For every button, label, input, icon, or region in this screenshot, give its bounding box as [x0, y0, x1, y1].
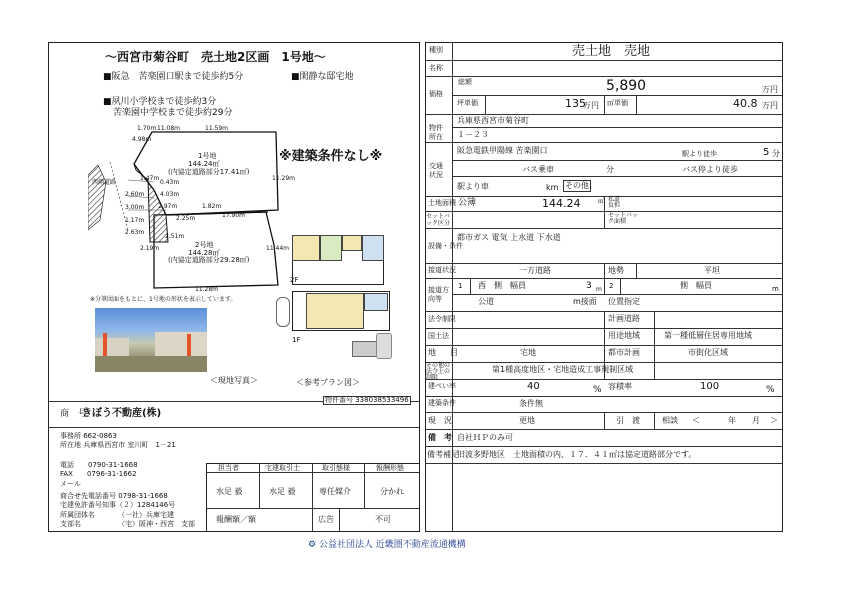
- floor-plan: [276, 233, 396, 373]
- cond-label: 建築条件: [428, 399, 456, 407]
- frontage-dir2: 側 幅員: [680, 281, 712, 290]
- sqm-price-unit: 万円: [762, 101, 778, 110]
- tsubo-price-unit: 万円: [583, 101, 599, 110]
- staff-broker: 水足 毅: [269, 487, 296, 496]
- traffic-line: 阪急電鉄甲陽線 苦楽園口: [457, 146, 548, 155]
- plot-2-note: (内協定道路部分29.28㎡): [168, 256, 250, 264]
- dim-label: 1.70m: [137, 125, 157, 132]
- position-label: 位置指定: [608, 297, 640, 306]
- dim-label: 2.60m: [125, 191, 145, 198]
- dim-label: 11.08m: [157, 125, 181, 132]
- name-label: 名称: [429, 64, 443, 72]
- plot-2-label: 2号地: [195, 241, 214, 249]
- remarks2-value: 旧波多野地区 土地面積の内、１７．４１㎡は協定道路部分です。: [457, 450, 697, 459]
- plan-1f-label: 1F: [292, 336, 301, 344]
- company-address: 所在地 兵庫県西宮市 室川町 1－21: [60, 441, 176, 449]
- company-tel: 電話 0790-31-1668: [60, 461, 138, 469]
- road-label: 西側道路: [92, 179, 117, 186]
- frontage-no1: 1: [458, 282, 463, 290]
- frontage-contact: m接面: [573, 297, 597, 306]
- plot-2-area: 144.28㎡: [188, 249, 220, 257]
- dim-label: 4.03m: [160, 191, 180, 198]
- frontage-label: 接道方向等: [428, 286, 449, 303]
- dim-label: 3.00m: [125, 204, 145, 211]
- company-name-label: 商 号: [60, 409, 88, 419]
- tsubo-price-label: 坪単価: [457, 99, 478, 107]
- terrain-label: 地勢: [608, 266, 624, 275]
- frontage-dir1: 西 側 幅員: [478, 281, 526, 290]
- dim-label: 4.98m: [132, 136, 152, 143]
- company-license: 宅建免許番号知事（２）1284146号: [60, 501, 176, 509]
- dim-label: 2.51m: [165, 233, 185, 240]
- dim-label: 11.28m: [195, 286, 219, 293]
- staff-agent: 水足 毅: [216, 487, 243, 496]
- walk-minutes: 5: [763, 147, 770, 158]
- busstop-label: バス停より徒歩: [682, 165, 738, 174]
- price-label: 価格: [429, 90, 443, 98]
- footer-org: [308, 541, 466, 550]
- registration-number: 物件番号 338038533496: [325, 396, 409, 404]
- bus-label: バス乗車: [522, 165, 554, 174]
- dim-label: 11.44m: [266, 245, 290, 252]
- private-road-label: 私道負担: [608, 196, 621, 209]
- staff-header-type: 取引態様: [322, 464, 350, 472]
- road-status-label: 接道状況: [428, 266, 456, 274]
- company-fax: FAX 0796-31-1662: [60, 470, 137, 478]
- plot-1-note: (内協定道路部分17.41㎡): [168, 168, 250, 176]
- land-area-label: 土地面積: [428, 199, 456, 207]
- handover-month: 月: [752, 416, 760, 425]
- site-photo: [95, 308, 207, 372]
- staff-fee: 分かれ: [380, 487, 404, 496]
- car-unit: km: [546, 183, 559, 192]
- cond-value: 条件無: [519, 399, 543, 408]
- kind-value: 売土地 売地: [572, 44, 651, 59]
- chimoku-label: 地目: [428, 348, 472, 357]
- dim-label: 1.82m: [202, 203, 222, 210]
- terrain-value: 平坦: [704, 266, 720, 275]
- handover-close: ＞: [770, 416, 778, 425]
- coverage-label: 建ぺい率: [428, 382, 456, 390]
- road-west-hatch: [88, 165, 106, 230]
- setback-area-label: セットバック面積: [608, 212, 638, 225]
- ad-label: 広告: [318, 515, 334, 524]
- dim-label: 17.90m: [222, 212, 246, 219]
- coverage-pct: %: [593, 385, 602, 395]
- walk-label: 駅より徒歩: [682, 150, 717, 158]
- staff-type: 専任媒介: [319, 487, 351, 496]
- status-value: 更地: [519, 416, 535, 425]
- zoning-label: 用途地域: [608, 331, 640, 340]
- chimoku-value: 宅地: [520, 348, 536, 357]
- plot-1-label: 1号地: [198, 152, 217, 160]
- branch-label: 支部名: [60, 520, 81, 528]
- plot-1-area: 144.24㎡: [188, 160, 220, 168]
- photo-caption: ＜現地写真＞: [210, 376, 258, 385]
- other-law-value: 第1種高度地区・宅地造成工事規制区域: [492, 365, 634, 374]
- status-label: 現況: [428, 416, 460, 425]
- far-value: 100: [700, 381, 720, 392]
- site-map: [88, 120, 288, 300]
- ad-value: 不可: [375, 515, 391, 524]
- dim-label: 2.19m: [140, 245, 160, 252]
- kind-label: 種別: [429, 46, 443, 54]
- dim-label: 2.25m: [176, 215, 196, 222]
- map-note: ※分筆図面をもとに、1号地の形状を表示しています。: [90, 296, 237, 303]
- national-land-label: 国土法: [428, 332, 449, 340]
- traffic-label: 交通状況: [429, 162, 443, 179]
- remarks2-label: 備考補足: [427, 450, 459, 459]
- assoc-name: （一社）兵庫宅建: [118, 511, 174, 519]
- company-phone2: 商合せ先電話番号 0798-31-1668: [60, 492, 168, 500]
- frontage-width1: 3: [586, 281, 592, 291]
- dim-label: 2.63m: [125, 229, 145, 236]
- car-label: 駅より車: [457, 182, 489, 191]
- tsubo-price: 135: [565, 97, 586, 110]
- org-logo-icon: ⚙: [308, 540, 319, 550]
- plan-2f-label: 2F: [290, 276, 299, 284]
- page-title: 〜西宮市菊谷町 売土地2区画 1号地〜: [105, 50, 326, 64]
- utilities-value: 都市ガス 電気 上水道 下水道: [457, 233, 561, 242]
- road-status: 一方道路: [519, 266, 551, 275]
- handover-value: 相談: [662, 416, 678, 425]
- cityzone-label: 都市計画: [608, 348, 640, 357]
- remarks-label: 備考: [428, 433, 460, 442]
- feature-school2: 苦楽園中学校まで徒歩約29分: [113, 108, 233, 118]
- no-building-condition: ※建築条件なし※: [279, 149, 383, 164]
- assoc-label: 所属団体名: [60, 511, 95, 519]
- fee-amount-label: 報酬額／額: [216, 515, 256, 524]
- feature-station: ■阪急 苦楽園口駅まで徒歩約5分: [103, 72, 244, 82]
- staff-header-broker: 宅建取引士: [265, 464, 300, 472]
- land-area-type: 公簿: [458, 198, 477, 208]
- location-label: 物件所在: [429, 124, 443, 141]
- other-label: その他: [565, 181, 589, 190]
- feature-school1: ■夙川小学校まで徒歩約3分: [103, 97, 217, 107]
- handover-open: ＜: [692, 416, 700, 425]
- feature-quiet: ■閑静な邸宅地: [291, 72, 354, 82]
- land-area-unit: ㎡: [598, 198, 605, 205]
- frontage-unit1: m: [596, 286, 602, 293]
- location-line1: 兵庫県西宮市菊谷町: [457, 116, 529, 125]
- branch-name: （宅）阪神・西宮 支部: [118, 520, 195, 528]
- staff-header-agent: 担当者: [218, 464, 239, 472]
- dim-label: 11.59m: [205, 125, 229, 132]
- handover-label: 引渡: [616, 416, 648, 425]
- dim-label: 1.47m: [140, 175, 160, 182]
- company-mail: メール: [60, 480, 81, 488]
- sqm-price-label: ㎡単価: [607, 99, 628, 107]
- price-unit: 万円: [762, 85, 778, 94]
- zoning-value: 第一種低層住居専用地域: [664, 331, 752, 340]
- price-value: 5,890: [606, 78, 647, 94]
- handover-year: 年: [728, 416, 736, 425]
- other-law-label: その他の法令上の制限: [426, 362, 451, 381]
- staff-header-fee: 報酬形態: [376, 464, 404, 472]
- location-line2: １－２３: [457, 130, 489, 139]
- dim-label: 1.17m: [125, 217, 145, 224]
- setback-label: セットバック区分: [426, 213, 451, 227]
- coverage-value: 40: [527, 381, 540, 392]
- plan-caption: ＜参考プラン図＞: [296, 378, 360, 387]
- price-total-label: 総額: [458, 78, 472, 86]
- law-label: 法令制限: [428, 315, 456, 323]
- remarks-value: 自社ＨＰのみ可: [457, 433, 513, 442]
- bus-unit: 分: [606, 165, 614, 174]
- cityzone-value: 市街化区域: [688, 348, 728, 357]
- far-pct: %: [766, 385, 775, 395]
- far-label: 容積率: [608, 382, 632, 391]
- plan-road-label: 計画道路: [608, 314, 640, 323]
- sqm-price: 40.8: [733, 97, 758, 110]
- frontage-unit2: m: [772, 285, 779, 293]
- utilities-label: 設備・条件: [428, 242, 463, 250]
- dim-label: 11.29m: [272, 175, 296, 182]
- frontage-no2: 2: [609, 282, 614, 290]
- dim-label: 0.43m: [160, 179, 180, 186]
- company-name: きぼう不動産(株): [82, 408, 162, 419]
- walk-unit: 分: [772, 149, 780, 158]
- land-area-value: 144.24: [542, 197, 581, 210]
- footer-org-name: 公益社団法人 近畿圏不動産流通機構: [318, 540, 466, 550]
- public-road-label: 公道: [478, 297, 494, 306]
- dim-label: 2.97m: [158, 203, 178, 210]
- company-postal: 事務所 662-0863: [60, 432, 117, 440]
